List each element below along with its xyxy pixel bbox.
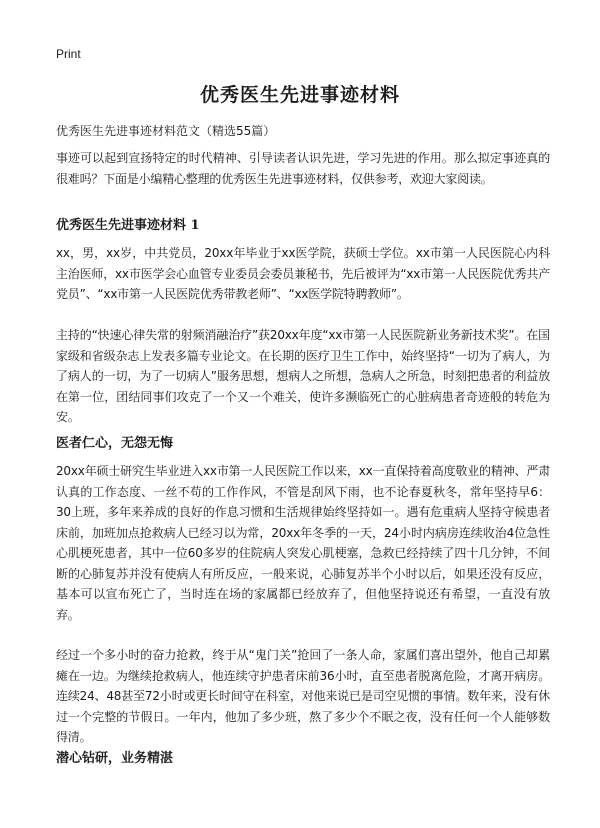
section1-paragraph-1: xx，男，xx岁，中共党员，20xx年毕业于xx医学院，获硕士学位。xx市第一人民医院心内科主治医师，xx市医学会心血管专业委员会委员兼秘书，先后被评为“xx市第一人民医院优秀共产党员”、“xx市第一人民医院优秀带教老师”、“xx医学院特聘教师”。 xyxy=(56,246,550,301)
document-title: 优秀医生先进事迹材料 xyxy=(199,84,400,106)
section2-paragraph-2: 经过一个多小时的奋力抢救，终于从“鬼门关”抢回了一条人命，家属们喜出望外，他自己却累瘫在一边。为继续抢救病人，他连续守护患者床前36小时，直至患者脱离危险，才离开病房。连续24、48甚至72小时或更长时间守在科室，对他来说已是司空见惯的事情。数年来，没有休过一个完整的节假日。一年内，他加了多少班，熬了多少个不眠之夜，没有任何一个人能够数得清。 xyxy=(56,648,550,744)
print-link[interactable]: Print xyxy=(56,47,81,61)
section1-paragraph-2: 主持的“快速心律失常的射频消融治疗”获20xx年度“xx市第一人民医院新业务新技术奖”。在国家级和省级杂志上发表多篇专业论文。在长期的医疗卫生工作中，始终坚持“一切为了病人，为了病人的一切，为了一切病人”服务思想，想病人之所想，急病人之所急，时刻把患者的利益放在第一位，团结同事们攻克了一个又一个难关，使许多濒临死亡的心脏病患者奇迹般的转危为安。 xyxy=(56,328,550,424)
section2-heading: 医者仁心，无怨无悔 xyxy=(56,436,174,451)
section2-paragraph-1: 20xx年硕士研究生毕业进入xx市第一人民医院工作以来，xx一直保持着高度敬业的精神、严肃认真的工作态度、一丝不苟的工作作风，不管是刮风下雨，也不论春夏秋冬，常年坚持早6：30上班，多年来养成的良好的作息习惯和生活规律始终坚持如一。遇有危重病人坚持守候患者床前，加班加点抢救病人已经习以为常，20xx年冬季的一天，24小时内病房连续收治4位急性心肌梗死患者，其中一位60多岁的住院病人突发心肌梗塞，急救已经持续了四十几分钟，不间断的心肺复苏并没有使病人有所反应，一般来说，心肺复苏半个小时以后，如果还没有反应，基本可以宣布死亡了，当时连在场的家属都已经放弃了，但他坚持说还有希望，一直没有放弃。 xyxy=(56,464,550,622)
document-subtitle: 优秀医生先进事迹材料范文（精选55篇） xyxy=(56,124,276,138)
section1-heading: 优秀医生先进事迹材料 1 xyxy=(56,218,200,233)
section3-heading: 潜心钻研，业务精湛 xyxy=(56,751,174,766)
intro-paragraph: 事迹可以起到宣扬特定的时代精神、引导读者认识先进，学习先进的作用。那么拟定事迹真的很难吗？下面是小编精心整理的优秀医生先进事迹材料，仅供参考，欢迎大家阅读。 xyxy=(56,151,550,186)
